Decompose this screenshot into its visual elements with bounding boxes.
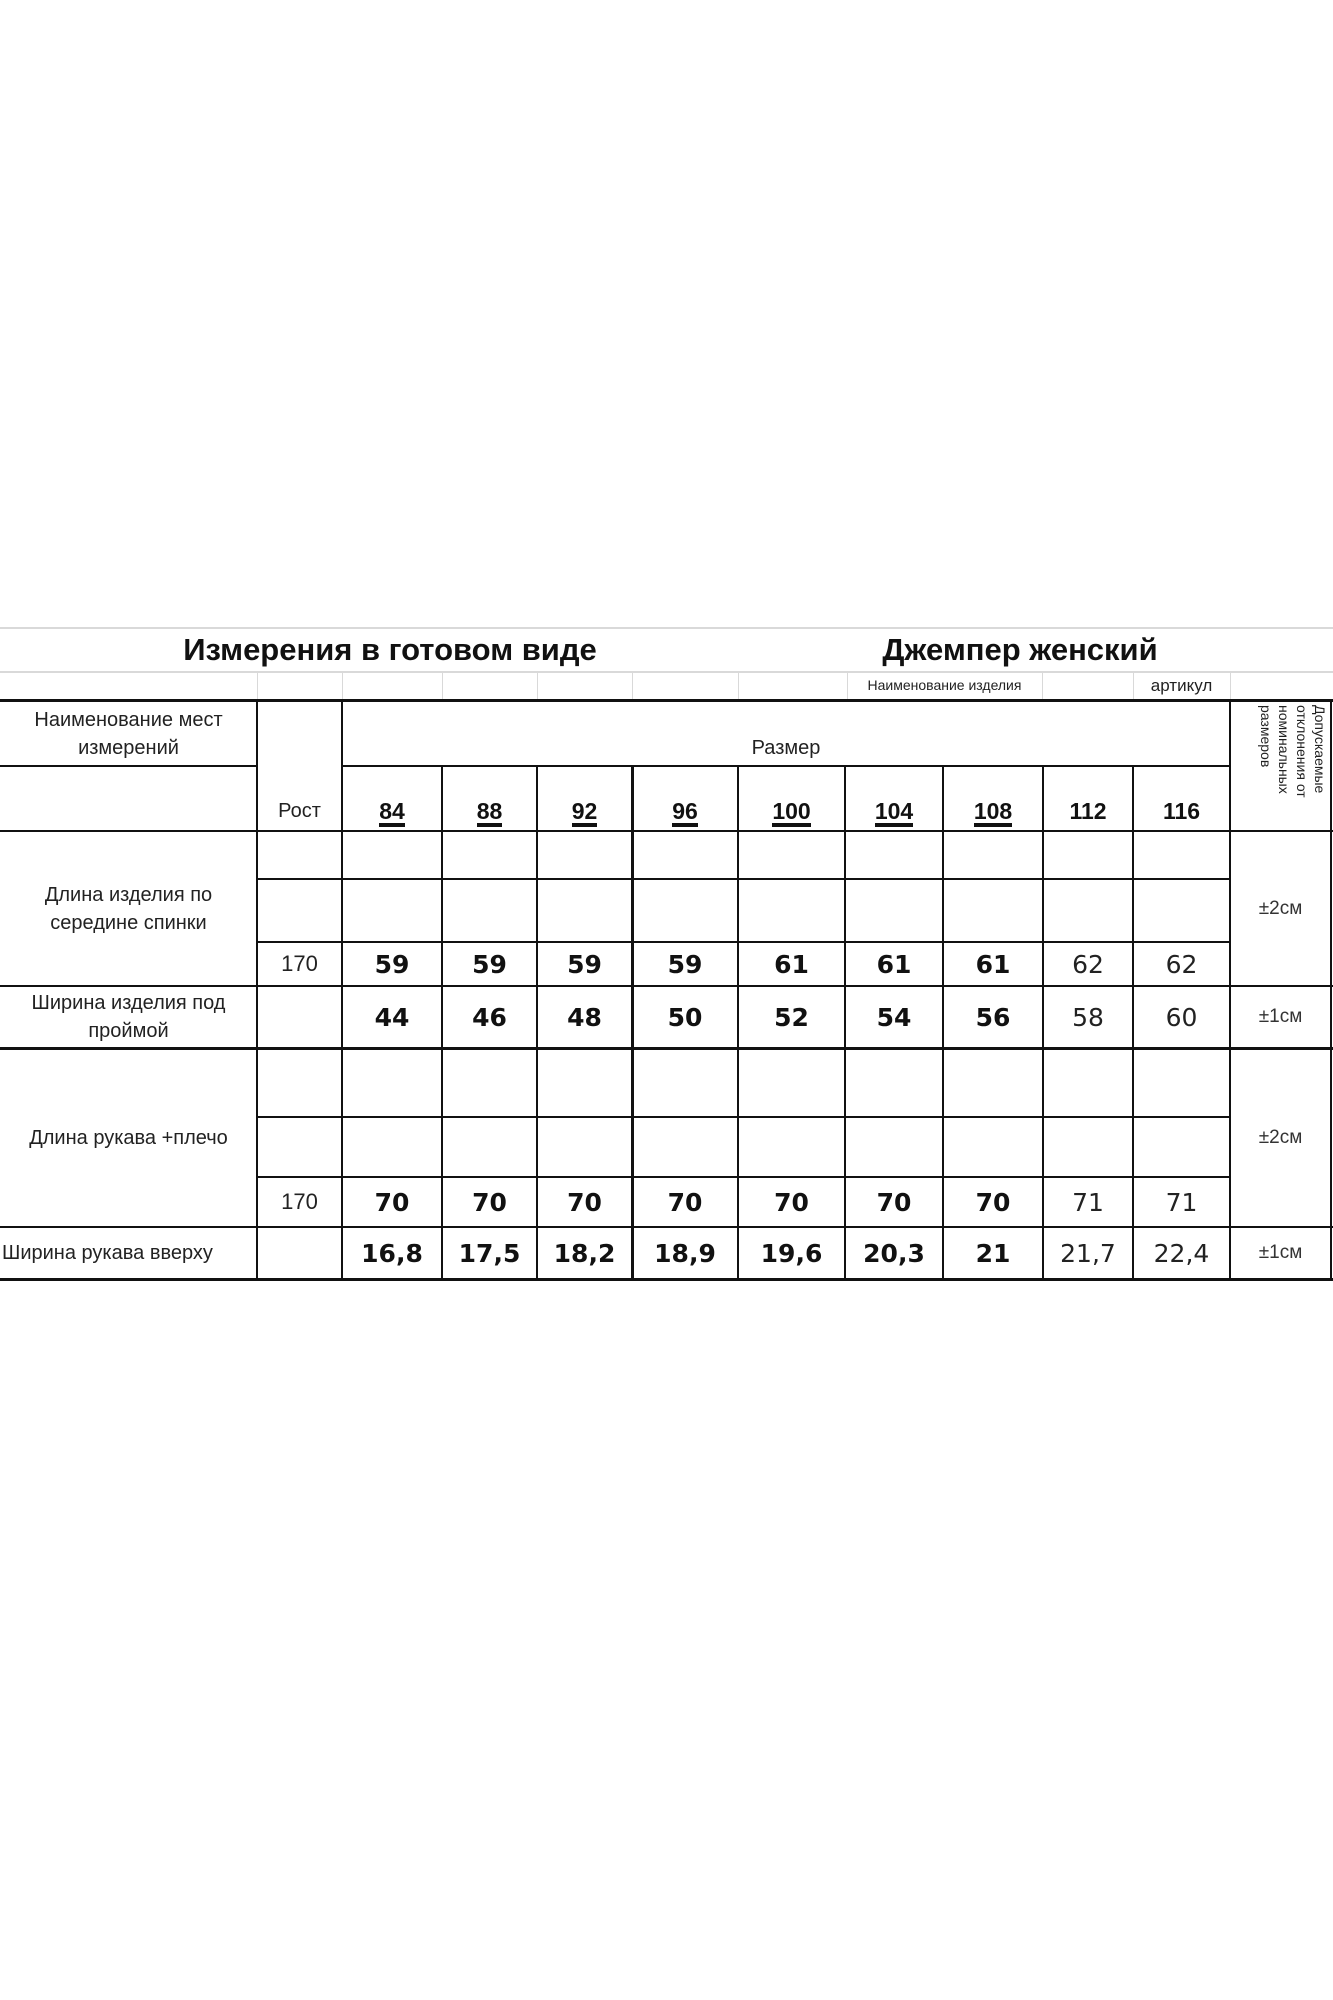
value-cell: 70 xyxy=(374,1187,410,1217)
small-row-divider xyxy=(342,672,343,700)
value-cell: 59 xyxy=(374,949,410,979)
grid-line xyxy=(257,1116,1230,1118)
size-header-104 xyxy=(845,766,943,831)
article-caption: артикул xyxy=(1150,676,1213,695)
value-cell: 18,2 xyxy=(553,1238,616,1268)
size-header-112 xyxy=(1043,766,1133,831)
value-cell: 62 xyxy=(1072,949,1104,979)
product-name-caption: Наименование изделия xyxy=(867,677,1022,693)
value-cell: 50 xyxy=(667,1002,703,1032)
tolerance-header-text: Допускаемые отклонения от номинальных размеров xyxy=(1258,705,1328,798)
value-cell: 20,3 xyxy=(863,1238,925,1268)
size-label: 96 xyxy=(672,799,698,827)
value-cell: 22,4 xyxy=(1153,1238,1210,1268)
row-height-chest-width xyxy=(257,986,342,1048)
value-cell: 61 xyxy=(975,949,1011,979)
row-name-sleeve-length: Длина рукава +плечо xyxy=(29,1127,228,1149)
size-label: 104 xyxy=(875,799,913,827)
size-header-88 xyxy=(442,766,537,831)
size-label: 88 xyxy=(477,799,503,827)
value-cell: 44 xyxy=(374,1002,410,1032)
value-cell: 59 xyxy=(567,949,602,979)
value-cell: 59 xyxy=(667,949,703,979)
value-cell: 61 xyxy=(774,949,809,979)
small-row-divider xyxy=(738,672,739,700)
value-cell: 56 xyxy=(975,1002,1011,1032)
size-label: 92 xyxy=(572,799,598,827)
size-group-header: Размер xyxy=(751,737,821,759)
col-height-header: Рост xyxy=(278,800,321,822)
value-cell: 16,8 xyxy=(361,1238,423,1268)
size-label: 112 xyxy=(1069,798,1107,824)
product-name: Джемпер женский xyxy=(882,632,1158,667)
value-cell: 21,7 xyxy=(1060,1238,1116,1268)
value-cell: 70 xyxy=(472,1187,507,1217)
value-cell: 18,9 xyxy=(654,1238,716,1268)
col-name-header: Наименование мест измерений xyxy=(34,708,223,759)
small-row-divider xyxy=(1042,672,1043,700)
value-cell: 19,6 xyxy=(760,1238,823,1268)
grid-line xyxy=(257,878,1230,880)
size-label: 100 xyxy=(772,799,810,827)
size-header-100 xyxy=(738,766,845,831)
row-height-sleeve-width xyxy=(257,1228,342,1278)
value-cell: 48 xyxy=(567,1002,602,1032)
value-cell: 71 xyxy=(1165,1187,1198,1217)
value-cell: 70 xyxy=(876,1187,912,1217)
value-cell: 59 xyxy=(472,949,507,979)
row-height-back-length: 170 xyxy=(281,951,318,976)
value-cell: 70 xyxy=(567,1187,602,1217)
size-header-84 xyxy=(342,766,442,831)
value-cell: 70 xyxy=(667,1187,703,1217)
small-row-divider xyxy=(632,672,633,700)
size-label: 108 xyxy=(974,799,1012,827)
size-label: 116 xyxy=(1162,798,1201,824)
tolerance-cell: ±2см xyxy=(1258,897,1303,919)
small-row-divider xyxy=(537,672,538,700)
value-cell: 61 xyxy=(876,949,912,979)
tolerance-header xyxy=(1230,701,1333,831)
value-cell: 58 xyxy=(1072,1002,1104,1032)
value-cell: 70 xyxy=(774,1187,809,1217)
row-name-chest-width: Ширина изделия под проймой xyxy=(31,992,226,1042)
value-cell: 17,5 xyxy=(458,1238,521,1268)
row-name-sleeve-width: Ширина рукава вверху xyxy=(2,1242,213,1264)
size-label: 84 xyxy=(379,799,405,827)
value-cell: 46 xyxy=(472,1002,507,1032)
value-cell: 62 xyxy=(1165,949,1198,979)
value-cell: 54 xyxy=(876,1002,912,1032)
value-cell: 52 xyxy=(774,1002,809,1032)
row-name-back-length: Длина изделия по середине спинки xyxy=(44,883,213,934)
value-cell: 70 xyxy=(975,1187,1011,1217)
tolerance-cell: ±1см xyxy=(1258,1006,1303,1027)
small-row-divider xyxy=(1230,672,1231,700)
value-cell: 21 xyxy=(975,1238,1011,1268)
small-row-divider xyxy=(442,672,443,700)
size-header-96 xyxy=(632,766,738,831)
size-header-92 xyxy=(537,766,632,831)
size-header-116 xyxy=(1133,766,1230,831)
size-header-108 xyxy=(943,766,1043,831)
tolerance-cell: ±1см xyxy=(1258,1242,1303,1263)
small-row-divider xyxy=(257,672,258,700)
page-title: Измерения в готовом виде xyxy=(183,632,597,667)
value-cell: 60 xyxy=(1165,1002,1198,1032)
value-cell: 71 xyxy=(1072,1187,1104,1217)
tolerance-cell: ±2см xyxy=(1258,1127,1303,1148)
row-height-sleeve-length: 170 xyxy=(281,1189,318,1214)
